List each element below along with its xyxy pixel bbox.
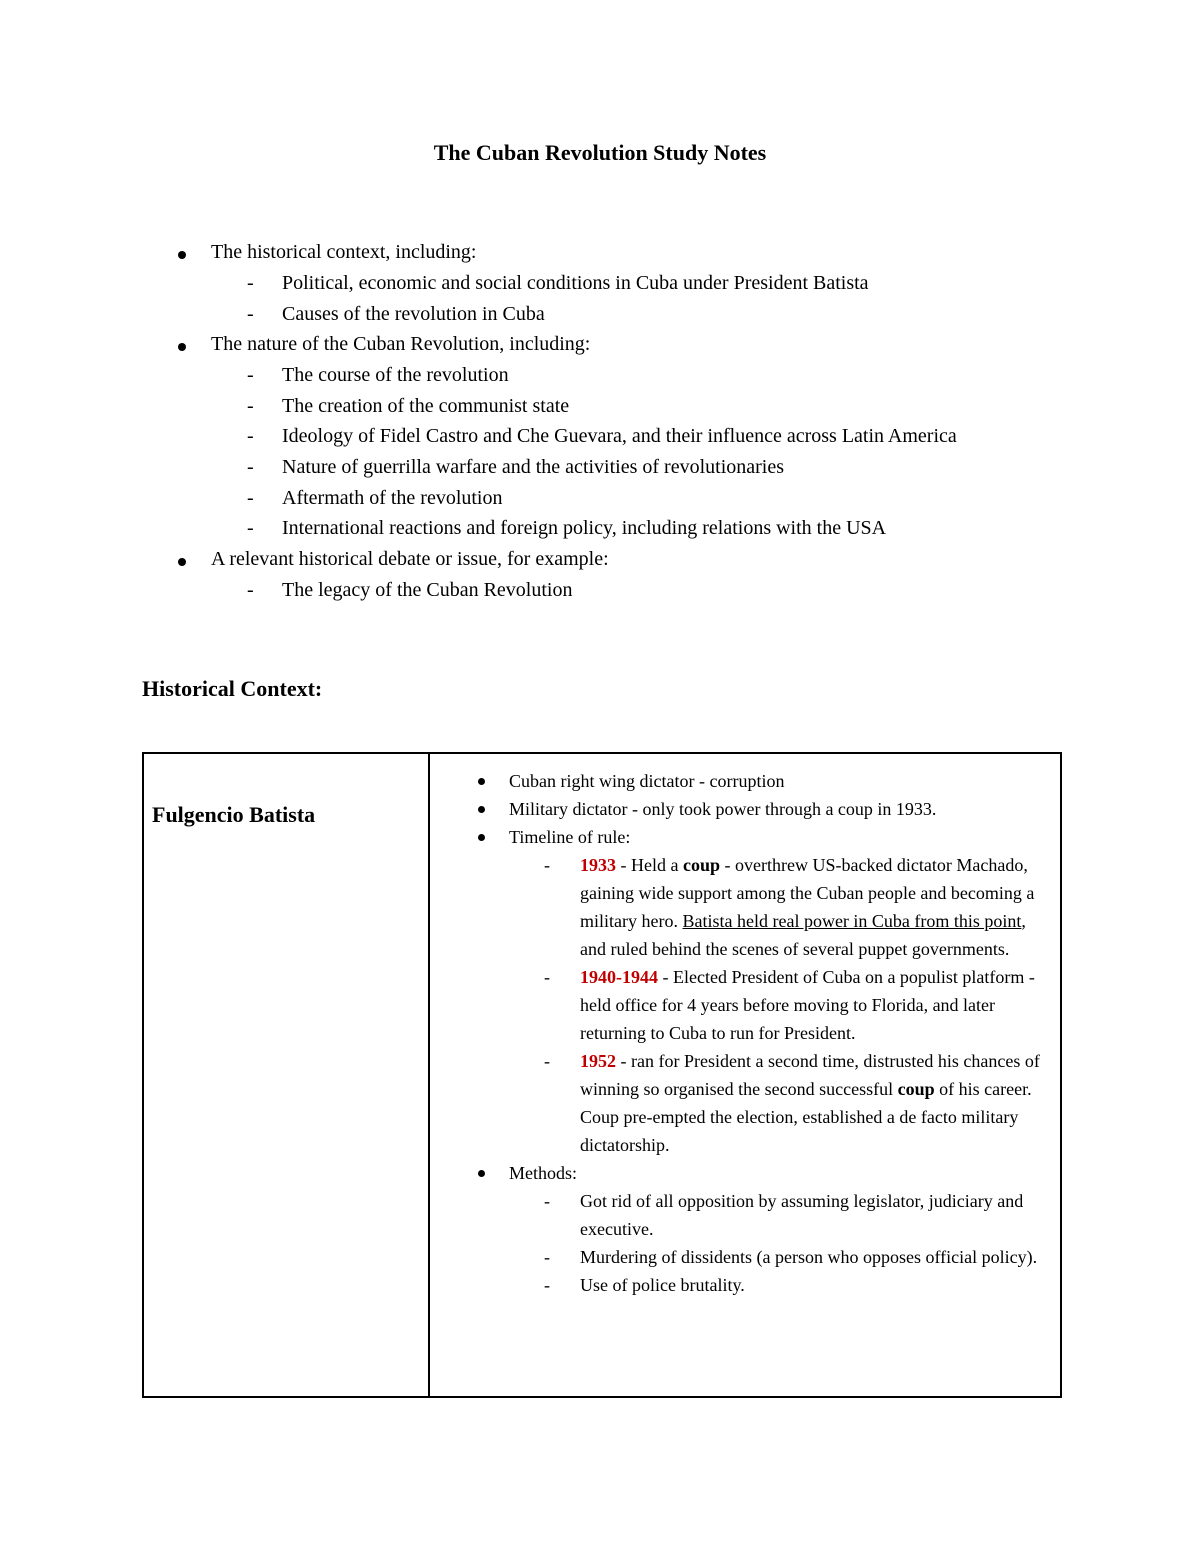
- person-name: Fulgencio Batista: [152, 802, 316, 827]
- outline-subitem: - Nature of guerrilla warfare and the activities of revolutionaries: [211, 452, 957, 483]
- outline-item-text: The nature of the Cuban Revolution, including:: [211, 333, 591, 356]
- outline-sublist: [211, 268, 957, 329]
- outline-subitem: - The creation of the communist state: [211, 391, 957, 422]
- outline-subitem: - Ideology of Fidel Castro and Che Guevara, and their influence across Latin America: [211, 421, 957, 452]
- topic-outline: [172, 237, 957, 605]
- timeline-entry: [509, 1047, 1060, 1159]
- name-cell: [143, 753, 429, 1397]
- outline-item: [172, 544, 957, 606]
- timeline-entry: [509, 963, 1060, 1047]
- timeline-list: [509, 851, 1060, 1159]
- outline-sublist: [211, 575, 957, 606]
- outline-subitem: - International reactions and foreign policy, including relations with the USA: [211, 513, 957, 544]
- outline-item: [172, 329, 957, 544]
- detail-point-text: Timeline of rule:: [509, 827, 631, 847]
- document-title: The Cuban Revolution Study Notes: [433, 140, 767, 165]
- detail-point-text: Methods:: [509, 1163, 578, 1183]
- outline-subitem: - The legacy of the Cuban Revolution: [211, 575, 957, 606]
- timeline-bold: coup: [897, 1079, 935, 1099]
- method-item: - Murdering of dissidents (a person who opposes official policy).: [509, 1243, 1060, 1271]
- section-heading: Historical Context:: [142, 676, 323, 701]
- detail-cell: [429, 753, 1061, 1397]
- timeline-bold: coup: [682, 855, 720, 875]
- outline-item-text: The historical context, including:: [211, 241, 477, 263]
- timeline-text: - overthrew US-backed dictator Machado, gaining wide support among the Cuban people and becoming a military hero.: [580, 855, 1035, 931]
- detail-list: [430, 767, 1060, 1299]
- detail-point: Military dictator - only took power through a coup in 1933.: [430, 795, 1060, 823]
- table-row: [143, 753, 1061, 1397]
- outline-subitem: - The course of the revolution: [211, 360, 957, 391]
- timeline-text: - Held a: [616, 855, 683, 875]
- method-item: - Got rid of all opposition by assuming legislator, judiciary and executive.: [509, 1187, 1060, 1243]
- context-table: [142, 752, 1062, 1398]
- outline-item-text: A relevant historical debate or issue, for example:: [211, 547, 609, 570]
- timeline-year: 1940-1944: [580, 967, 658, 987]
- outline-subitem: - Political, economic and social conditions in Cuba under President Batista: [211, 268, 957, 299]
- outline-subitem: - Causes of the revolution in Cuba: [211, 299, 957, 330]
- timeline-text: - Elected President of Cuba on a populist platform - held office for 4 years before moving to Florida, and later returning to Cuba to run for President.: [580, 967, 1035, 1043]
- timeline-year: 1952: [580, 1051, 616, 1071]
- outline-item: [172, 237, 957, 329]
- timeline-entry: [509, 851, 1060, 963]
- timeline-text: , and ruled behind the scenes of several puppet governments.: [580, 911, 1026, 959]
- timeline-year: 1933: [580, 855, 616, 875]
- outline-sublist: [211, 360, 957, 544]
- detail-point: Cuban right wing dictator - corruption: [430, 767, 1060, 795]
- method-item: - Use of police brutality.: [509, 1271, 1060, 1299]
- timeline-text: of his career. Coup pre-empted the election, established a de facto military dictatorship.: [580, 1079, 1032, 1155]
- outline-subitem: - Aftermath of the revolution: [211, 483, 957, 514]
- timeline-underline: Batista held real power in Cuba from this point: [682, 911, 1022, 931]
- methods-list: [509, 1187, 1060, 1299]
- detail-point: [430, 1159, 1060, 1299]
- timeline-text: - ran for President a second time, distrusted his chances of winning so organised the second successful: [580, 1051, 1040, 1099]
- detail-point: [430, 823, 1060, 1159]
